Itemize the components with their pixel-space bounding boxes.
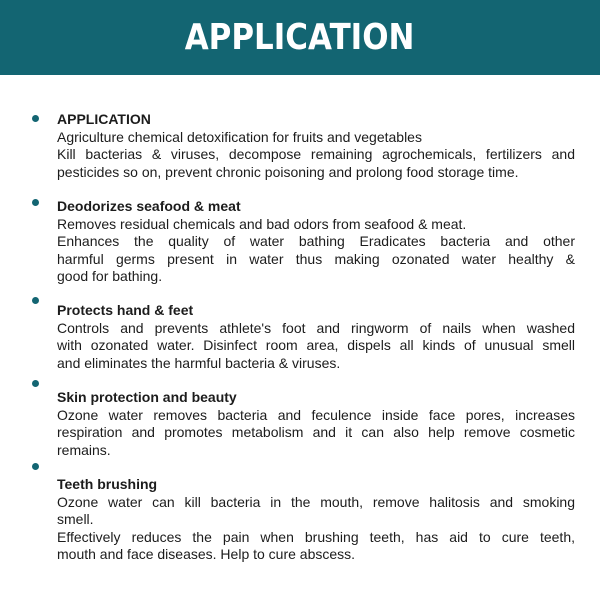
section-line: harmful germs present in water thus making ozonated water healthy & xyxy=(57,250,575,267)
section-line: Enhances the quality of water bathing Eradicates bacteria and other xyxy=(57,233,575,249)
section-body xyxy=(57,476,575,564)
section-line: good for bathing. xyxy=(57,268,163,284)
bullet-icon xyxy=(32,297,39,304)
section-body xyxy=(57,389,575,459)
section-line: smell. xyxy=(57,511,94,527)
section-line: Agriculture chemical detoxification for fruits and vegetables xyxy=(57,128,422,145)
section-title: APPLICATION xyxy=(57,111,151,127)
section-title: Teeth brushing xyxy=(57,476,158,492)
bullet-icon xyxy=(32,115,39,122)
section-line: Controls and prevents athlete's foot and ringworm of nails when washed xyxy=(57,319,575,336)
section-title: Protects hand & feet xyxy=(57,302,194,318)
bullet-icon xyxy=(32,199,39,206)
section-title: Deodorizes seafood & meat xyxy=(57,198,241,214)
bullet-icon xyxy=(32,463,39,470)
section-line: Removes residual chemicals and bad odors from seafood & meat. xyxy=(57,215,467,232)
section-line: respiration and promotes metabolism and it can also help remove cosmetic xyxy=(57,424,575,440)
section-body xyxy=(57,111,575,181)
section-line: Kill bacterias & viruses, decompose remaining agrochemicals, fertilizers and xyxy=(57,146,575,162)
page-title: APPLICATION xyxy=(185,17,415,58)
header-banner xyxy=(0,0,600,75)
section-line: with ozonated water. Disinfect room area, dispels all kinds of unusual smell xyxy=(57,337,575,353)
bullet-icon xyxy=(32,380,39,387)
section-line: pesticides so on, prevent chronic poisoning and prolong food storage time. xyxy=(57,163,519,180)
section-body xyxy=(57,198,575,286)
section-line: Effectively reduces the pain when brushing teeth, has aid to cure teeth, xyxy=(57,528,575,545)
section-title: Skin protection and beauty xyxy=(57,389,237,405)
section-line: and eliminates the harmful bacteria & viruses. xyxy=(57,354,341,371)
section-body xyxy=(57,302,575,372)
section-line: Ozone water removes bacteria and feculence inside face pores, increases xyxy=(57,406,575,423)
section-line: remains. xyxy=(57,441,111,458)
section-line: mouth and face diseases. Help to cure abscess. xyxy=(57,546,356,562)
section-line: Ozone water can kill bacteria in the mouth, remove halitosis and smoking xyxy=(57,493,575,510)
